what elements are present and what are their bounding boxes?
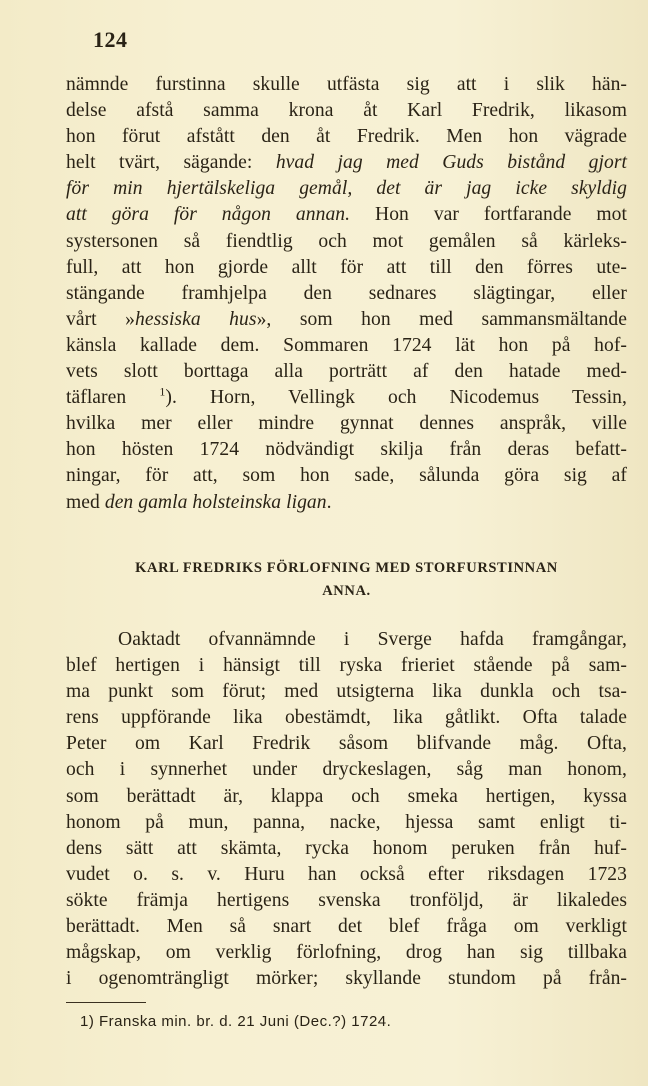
text-line: hvilka mer eller mindre gynnat dennes anspråk, ville xyxy=(66,413,627,435)
text-line: helt tvärt, sägande: hvad jag med Guds bistånd gjort xyxy=(66,152,627,174)
footnote-ref: 1 xyxy=(159,384,166,399)
text-line: dens sätt att skämta, rycka honom peruken från huf- xyxy=(66,837,627,859)
text-line: blef hertigen i hänsigt till ryska frieriet stående på sam- xyxy=(66,655,627,677)
text-line: och i synnerhet under dryckeslagen, såg man honom, xyxy=(66,759,627,781)
text-line: systersonen så fiendtlig och mot gemålen så kärleks- xyxy=(66,230,627,252)
text-line: delse afstå samma krona åt Karl Fredrik, likasom xyxy=(66,100,627,122)
footnote: 1) Franska min. br. d. 21 Juni (Dec.?) 1724. xyxy=(80,1013,392,1030)
text-line: honom på mun, panna, nacke, hjessa samt enligt ti- xyxy=(66,811,627,833)
text-line: rens uppförande lika obestämdt, lika gåtlikt. Ofta talade xyxy=(66,707,627,729)
paragraph-2 xyxy=(66,627,627,992)
text-line: ma punkt som förut; med utsigterna lika dunkla och tsa- xyxy=(66,681,627,703)
text-line: i ogenomträngligt mörker; skyllande stundom på från- xyxy=(66,968,627,990)
text-line: vudet o. s. v. Huru han också efter riksdagen 1723 xyxy=(66,863,627,885)
text-line: nämnde furstinna skulle utfästa sig att i slik hän- xyxy=(66,74,627,95)
text-line: för min hjertälskeliga gemål, det är jag icke skyldig xyxy=(66,178,627,200)
text-line: hon förut afstått den åt Fredrik. Men hon vägrade xyxy=(66,126,627,148)
text-line: som berättadt är, klappa och smeka hertigen, kyssa xyxy=(66,785,627,807)
text-line: Peter om Karl Fredrik såsom blifvande måg. Ofta, xyxy=(66,733,627,755)
text-line: berättadt. Men så snart det blef fråga om verkligt xyxy=(66,916,627,938)
text-line: mågskap, om verklig förlofning, drog han sig tillbaka xyxy=(66,942,627,964)
section-heading xyxy=(66,557,627,603)
paragraph-1 xyxy=(66,72,627,516)
page-number: 124 xyxy=(93,27,128,52)
text-line: med den gamla holsteinska ligan. xyxy=(66,491,332,513)
text-line: sökte främja hertigens svenska tronföljd, är likaledes xyxy=(66,889,627,911)
text-line: vets slott borttaga alla porträtt af den hatade med- xyxy=(66,361,627,383)
text-line: täflaren $^1$). Horn, Vellingk och Nicodemus Tessin, xyxy=(66,384,627,409)
heading-line-2: ANNA. xyxy=(322,583,371,599)
text-line: känsla kallade dem. Sommaren 1724 lät hon på hof- xyxy=(66,334,627,356)
text-line: hon hösten 1724 nödvändigt skilja från deras befatt- xyxy=(66,439,627,461)
text-line: att göra för någon annan. Hon var fortfarande mot xyxy=(66,204,627,226)
text-line: Oaktadt ofvannämnde i Sverge hafda framgångar, xyxy=(118,629,627,650)
footnote-divider xyxy=(66,1002,146,1003)
text-line: full, att hon gjorde allt för att till den förres ute- xyxy=(66,256,627,278)
heading-line-1: KARL FREDRIKS FÖRLOFNING MED STORFURSTINNAN xyxy=(135,560,558,576)
text-line: stängande framhjelpa den sednares slägtingar, eller xyxy=(66,282,627,304)
text-line: ningar, för att, som hon sade, sålunda göra sig af xyxy=(66,465,627,487)
text-line: vårt »hessiska hus», som hon med sammansmältande xyxy=(66,308,627,330)
